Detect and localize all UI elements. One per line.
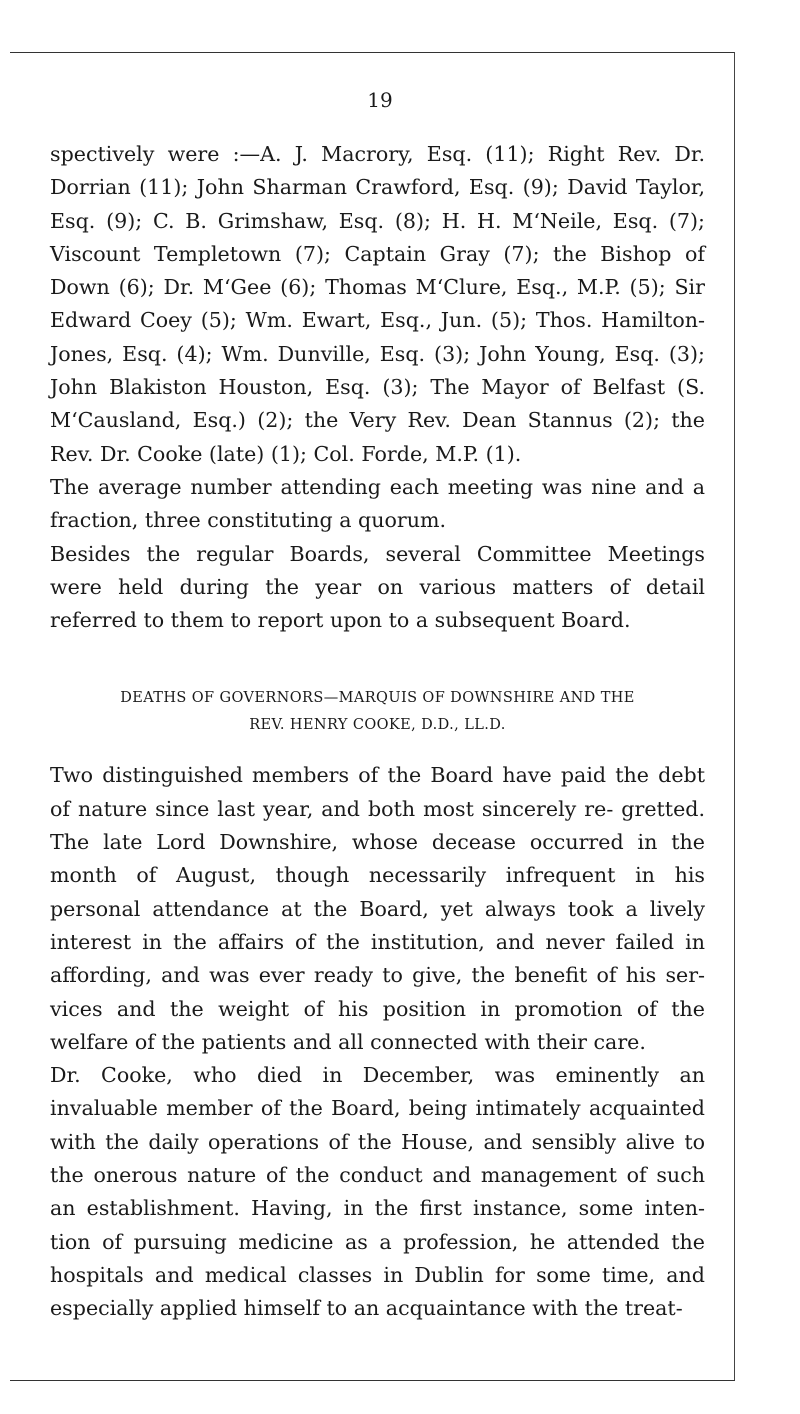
right-border-rule bbox=[734, 52, 735, 1380]
section-heading-line-1: DEATHS OF GOVERNORS—MARQUIS OF DOWNSHIRE AND THE bbox=[120, 690, 635, 707]
section-heading bbox=[50, 685, 705, 739]
top-border-rule bbox=[10, 52, 735, 53]
body-text bbox=[50, 138, 705, 1326]
paragraph-lord-downshire: Two distinguished members of the Board have paid the debt of nature since last year, and both most sincerely re- gretted. The late Lord Downshire, whose decease occurred in the month of August, though necessarily infrequent in his personal attendance at the Board, yet always took a lively interest in the affairs of the institution, and never failed in affording, and was ever ready to give, the benefit of his ser- vices and the weight of his position in promotion of the welfare of the patients and all connected with their care. bbox=[50, 763, 705, 1054]
page-number: 19 bbox=[367, 88, 393, 112]
paragraph-attendance-list: spectively were :—A. J. Macrory, Esq. (11); Right Rev. Dr. Dorrian (11); John Sharman Crawford, Esq. (9); David Taylor, Esq. (9); C. B. Grimshaw, Esq. (8); H. H. M‘Neile, Esq. (7); Viscount Templetown (7); Captain Gray (7); the Bishop of Down (6); Dr. M‘Gee (6); Thomas M‘Clure, Esq., M.P. (5); Sir Edward Coey (5); Wm. Ewart, Esq., Jun. (5); Thos. Hamilton-Jones, Esq. (4); Wm. Dunville, Esq. (3); John Young, Esq. (3); John Blakiston Houston, Esq. (3); The Mayor of Belfast (S. M‘Causland, Esq.) (2); the Very Rev. Dean Stannus (2); the Rev. Dr. Cooke (late) (1); Col. Forde, M.P. (1). bbox=[50, 142, 705, 466]
paragraph-dr-cooke: Dr. Cooke, who died in December, was eminently an invaluable member of the Board, being intimately acquainted with the daily operations of the House, and sensibly alive to the onerous nature of the conduct and management of such an establishment. Having, in the first instance, some inten- tion of pursuing medicine as a profession, he attended the hospitals and medical classes in Dublin for some time, and especially applied himself to an acquaintance with the treat- bbox=[50, 1063, 705, 1321]
paragraph-average-attendance: The average number attending each meeting was nine and a fraction, three constituting a quorum. bbox=[50, 474, 705, 533]
section-heading-line-2: REV. HENRY COOKE, D.D., LL.D. bbox=[249, 717, 506, 734]
paragraph-committee-meetings: Besides the regular Boards, several Committee Meetings were held during the year on various matters of detail referred to them to report upon to a subsequent Board. bbox=[50, 541, 705, 633]
bottom-border-rule bbox=[10, 1380, 735, 1381]
